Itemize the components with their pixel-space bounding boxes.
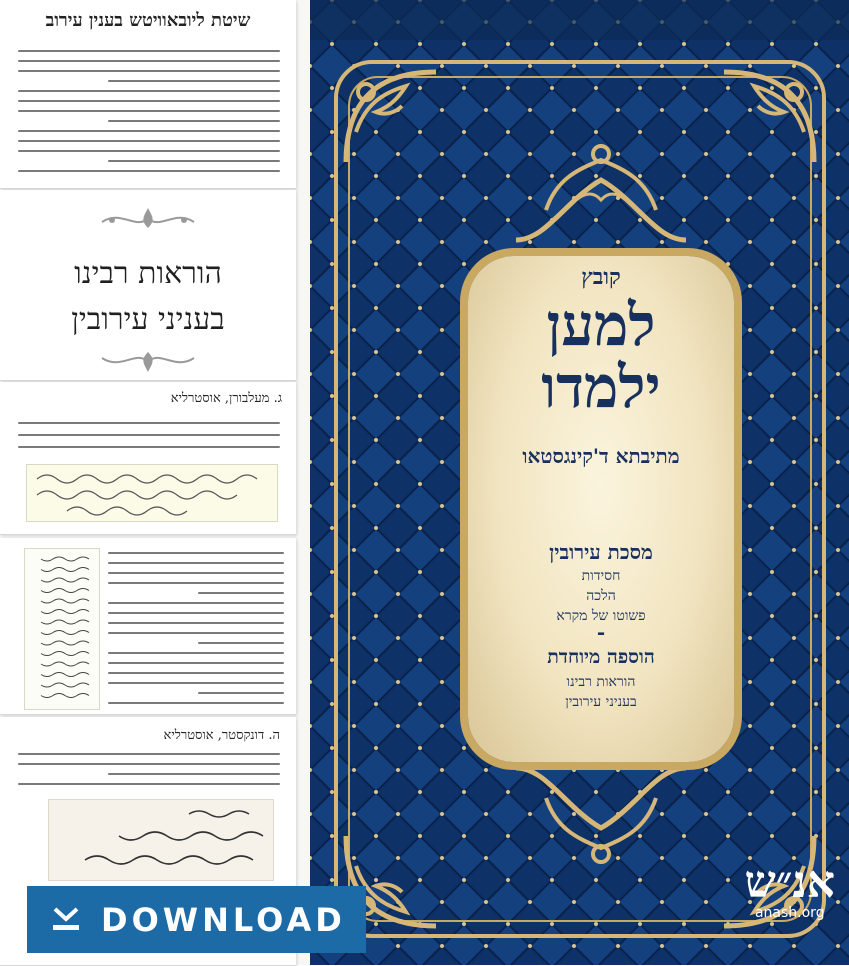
- download-label: DOWNLOAD: [101, 900, 346, 939]
- text-line: [198, 642, 284, 644]
- text-line: [18, 110, 280, 112]
- section1-item: הלכה: [586, 588, 616, 604]
- handwriting-stroke: [41, 599, 89, 603]
- text-line: [18, 60, 280, 62]
- text-line: [108, 160, 280, 162]
- preview-page-2: [0, 190, 296, 381]
- anash-logo[interactable]: [744, 857, 835, 921]
- text-line: [108, 572, 284, 574]
- corner-ornament-icon: [714, 62, 824, 172]
- title-panel: [468, 256, 734, 762]
- text-line: [108, 773, 280, 775]
- text-line: [108, 622, 284, 624]
- text-line: [18, 753, 280, 755]
- text-line: [108, 672, 284, 674]
- handwriting-stroke: [41, 652, 89, 656]
- download-icon: [49, 903, 83, 937]
- text-line: [108, 80, 280, 82]
- logo-mark: אנ״ש: [744, 857, 835, 908]
- handwriting-stroke: [41, 557, 89, 561]
- cover-subtitle: מתיבתא ד'קינגסטאו: [522, 444, 680, 468]
- handwriting-stroke: [41, 620, 89, 624]
- handwriting-stroke: [41, 631, 89, 635]
- text-line: [18, 130, 280, 132]
- preview-page-1: [0, 0, 296, 189]
- handwriting-stroke: [41, 610, 89, 614]
- text-line: [198, 692, 284, 694]
- text-line: [108, 562, 284, 564]
- text-line: [18, 140, 280, 142]
- section1-item: חסידות: [581, 568, 621, 584]
- text-line: [108, 612, 284, 614]
- section2-item: בעניני עירובין: [565, 694, 637, 710]
- handwritten-note-image: [26, 464, 278, 522]
- handwritten-letter-image: [24, 548, 100, 710]
- preview-page-4: [0, 538, 296, 715]
- handwriting-stroke: [41, 641, 89, 645]
- text-line: [18, 50, 280, 52]
- preview-pages-column: [0, 0, 310, 965]
- logo-site: anash.org: [754, 905, 825, 921]
- handwriting-stroke: [41, 568, 89, 572]
- corner-ornament-icon: [336, 62, 446, 172]
- handwriting-stroke: [41, 589, 89, 593]
- cover-title-line1: למען: [546, 291, 656, 359]
- ornament-bottom-icon: [100, 348, 196, 374]
- text-line: [108, 682, 284, 684]
- text-line: [18, 763, 280, 765]
- text-line: [18, 783, 280, 785]
- text-line: [18, 446, 280, 448]
- text-line: [18, 422, 280, 424]
- crest-ornament-bottom-icon: [506, 758, 696, 868]
- text-line: [18, 434, 280, 436]
- page5-heading: ה. דונקסטר, אוסטרליא: [163, 728, 280, 743]
- section2-item: הוראות רבינו: [566, 674, 636, 690]
- page1-title: שיטת ליובאוויטש בענין עירוב: [45, 10, 251, 31]
- ornament-top-icon: [100, 206, 196, 232]
- cover-title-line2: ילמדו: [541, 353, 661, 421]
- text-line: [108, 662, 284, 664]
- text-line: [108, 602, 284, 604]
- text-line: [18, 170, 280, 172]
- section-divider-dash: -: [596, 620, 606, 644]
- text-line: [18, 70, 280, 72]
- download-button[interactable]: [27, 886, 366, 953]
- cover-kovetz-label: קובץ: [581, 264, 621, 290]
- handwriting-stroke: [41, 662, 89, 666]
- page2-title-line1: הוראות רבינו: [74, 256, 222, 291]
- section1-item: פשוטו של מקרא: [556, 608, 646, 624]
- crest-ornament-top-icon: [506, 140, 696, 250]
- page3-heading: ג. מעלבורן, אוסטרליא: [170, 391, 282, 406]
- text-line: [108, 632, 284, 634]
- section1-title: מסכת עירובין: [549, 540, 653, 564]
- text-line: [108, 120, 280, 122]
- book-cover: [310, 0, 849, 965]
- text-line: [18, 100, 280, 102]
- handwriting-stroke: [41, 683, 89, 687]
- text-line: [108, 652, 284, 654]
- preview-page-3: [0, 382, 296, 535]
- handwriting-stroke: [41, 694, 89, 698]
- text-line: [198, 592, 284, 594]
- section2-title: הוספה מיוחדת: [547, 646, 655, 668]
- page2-title-line2: בעניני עירובין: [71, 302, 225, 337]
- text-line: [108, 702, 284, 704]
- text-line: [18, 90, 280, 92]
- text-line: [18, 150, 280, 152]
- text-line: [108, 582, 284, 584]
- handwriting-stroke: [41, 578, 89, 582]
- handwritten-signature-image: [48, 799, 274, 881]
- handwriting-stroke: [41, 673, 89, 677]
- text-line: [108, 552, 284, 554]
